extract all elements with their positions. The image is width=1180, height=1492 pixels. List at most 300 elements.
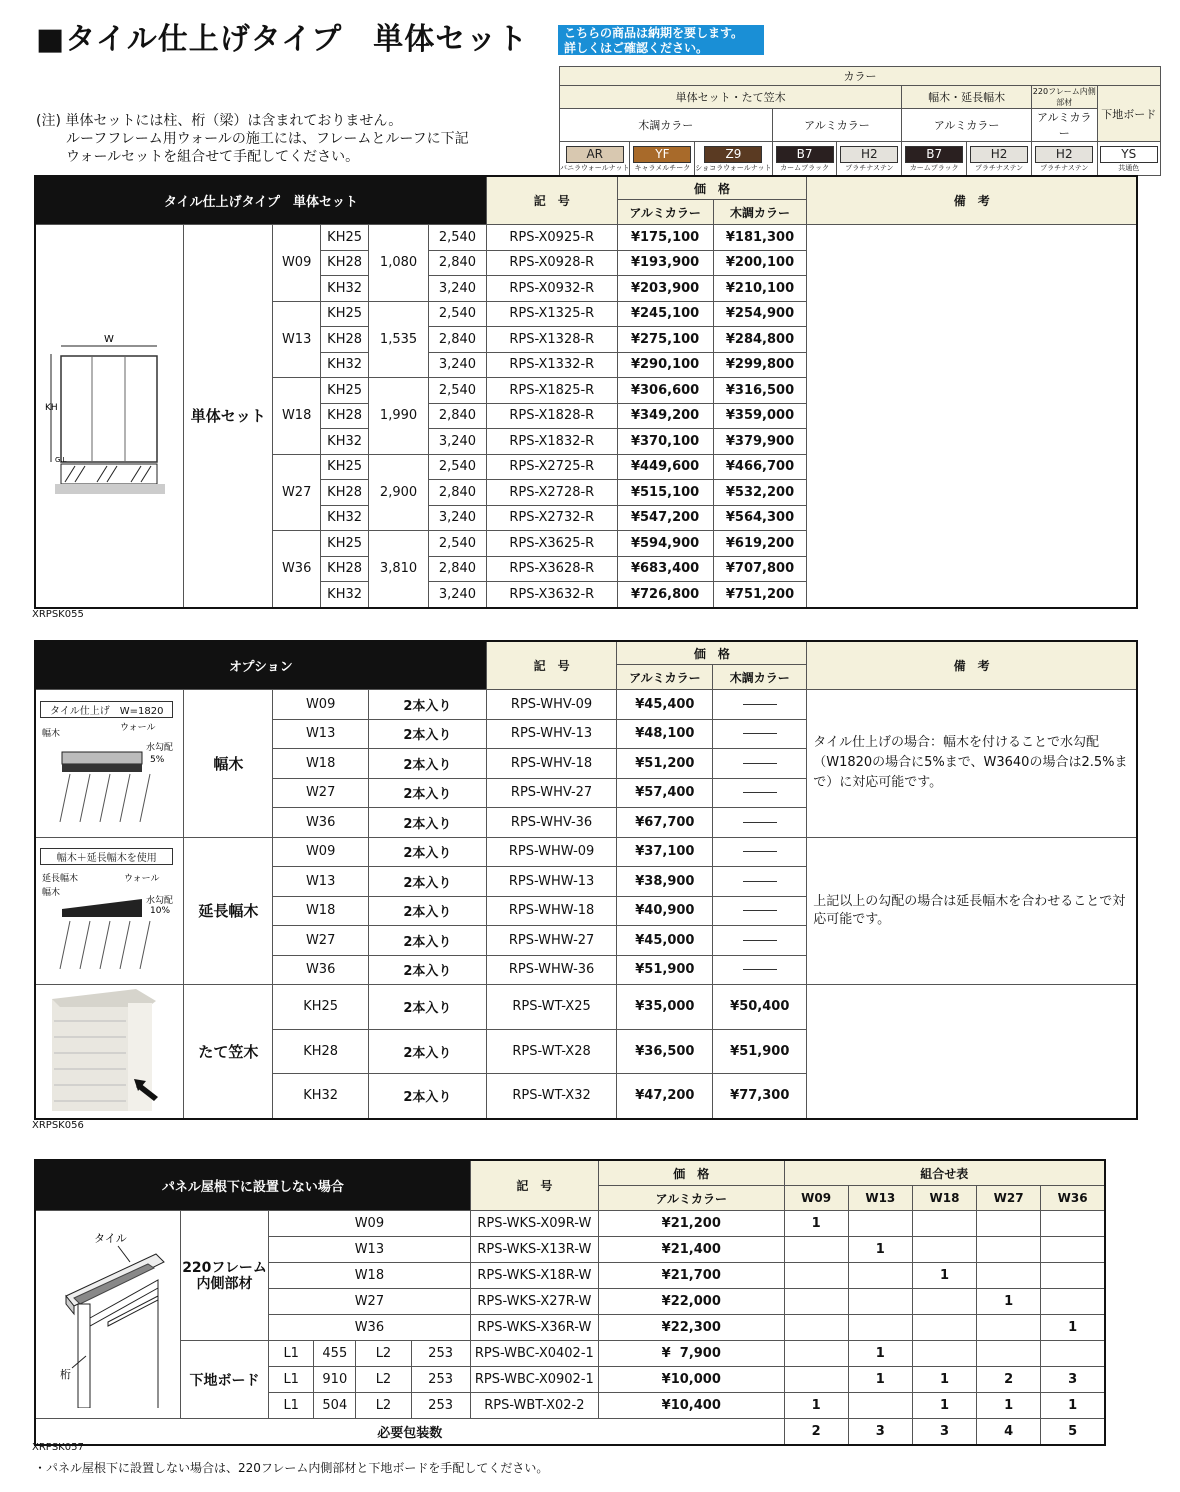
height-mm: 2,540	[429, 454, 487, 480]
width-code: W13	[269, 1237, 471, 1263]
code-header: 記 号	[486, 641, 617, 690]
package-qty: 2本入り	[369, 749, 487, 779]
wood-price: ¥51,900	[713, 1029, 807, 1074]
height-label: KH	[44, 402, 58, 413]
height-mm: 3,240	[429, 505, 487, 531]
color-swatch: H2	[840, 146, 898, 163]
total-count: 3	[848, 1419, 912, 1446]
slope-label: 水勾配	[145, 742, 173, 753]
habaki-remark: タイル仕上げの場合：幅木を付けることで水勾配（W1820の場合に5%まで、W3640の場合は2.5%まで）に対応可能です。	[807, 690, 1137, 838]
combination-count: 1	[848, 1237, 912, 1263]
combination-count	[848, 1289, 912, 1315]
wood-price: ¥77,300	[713, 1074, 807, 1119]
height-mm: 3,240	[429, 582, 487, 608]
width-code: W13	[273, 719, 369, 749]
alu-price: ¥515,100	[617, 480, 713, 506]
wood-price: ¥284,800	[713, 327, 807, 353]
combination-count	[912, 1237, 976, 1263]
color-swatch: H2	[1035, 146, 1093, 163]
height-code: KH25	[273, 985, 369, 1030]
slope-pct: 5%	[149, 754, 165, 765]
product-code: RPS-X1828-R	[486, 403, 617, 429]
price-header: 価 格	[617, 641, 807, 665]
table-row	[35, 225, 1137, 251]
color-swatch: B7	[776, 146, 834, 163]
height-code: KH28	[321, 403, 369, 429]
alu-price: ¥290,100	[617, 352, 713, 378]
combination-count	[912, 1315, 976, 1341]
height-mm: 2,840	[429, 480, 487, 506]
width-code: W18	[273, 749, 369, 779]
width-code: W27	[273, 778, 369, 808]
alu-price-header: アルミカラー	[599, 1186, 785, 1211]
dash	[743, 910, 777, 911]
color-table	[559, 66, 1161, 176]
set-diagram	[35, 225, 184, 608]
combination-count	[784, 1367, 848, 1393]
set-table-title: タイル仕上げタイプ 単体セット	[35, 176, 486, 225]
product-code: RPS-X2732-R	[486, 505, 617, 531]
kasagi-label: たて笠木	[184, 985, 273, 1119]
combination-count	[848, 1263, 912, 1289]
product-code: RPS-WHW-18	[486, 896, 617, 926]
ench-diagram	[35, 837, 184, 985]
ref-code: XRPSK055	[32, 609, 84, 620]
combination-count: 1	[848, 1341, 912, 1367]
wall-label: ウォール	[119, 722, 156, 733]
product-code: RPS-WHW-27	[486, 926, 617, 956]
height-code: KH28	[273, 1029, 369, 1074]
product-code: RPS-WKS-X18R-W	[470, 1263, 598, 1289]
cap-rail-illustration	[40, 985, 180, 1113]
dash	[743, 969, 777, 970]
wood-price: ¥210,100	[713, 276, 807, 302]
combination-count: 1	[977, 1393, 1041, 1419]
product-code: RPS-WBC-X0902-1	[470, 1367, 598, 1393]
habaki-label: 幅木	[184, 690, 273, 838]
remarks-cell	[807, 225, 1137, 608]
width-code: W18	[269, 1263, 471, 1289]
wood-price: ¥200,100	[713, 250, 807, 276]
product-code: RPS-WBC-X0402-1	[470, 1341, 598, 1367]
width-code: W18	[273, 896, 369, 926]
combination-count	[848, 1211, 912, 1237]
product-code: RPS-X2728-R	[486, 480, 617, 506]
combination-col-header: W18	[912, 1186, 976, 1211]
alu-price: ¥203,900	[617, 276, 713, 302]
dim-value: 253	[411, 1393, 470, 1419]
frame-label-line: 内側部材	[196, 1275, 253, 1292]
wood-price: ¥619,200	[713, 531, 807, 557]
code-header: 記 号	[470, 1160, 598, 1211]
diagram-box-label: 幅木＋延長幅木を使用	[40, 848, 173, 865]
dash	[743, 704, 777, 705]
height-mm: 2,540	[429, 531, 487, 557]
total-count: 4	[977, 1419, 1041, 1446]
wood-price: ¥299,800	[713, 352, 807, 378]
kasagi-remark	[807, 985, 1137, 1119]
alu-price: ¥21,200	[599, 1211, 785, 1237]
color-swatch-cell	[1097, 142, 1160, 176]
combination-count	[784, 1237, 848, 1263]
product-code: RPS-X1325-R	[486, 301, 617, 327]
total-count: 3	[912, 1419, 976, 1446]
height-code: KH25	[321, 301, 369, 327]
color-sub-alu: アルミカラー	[772, 109, 902, 142]
ench-label: 延長幅木	[41, 874, 78, 885]
height-mm: 3,240	[429, 352, 487, 378]
alu-price: ¥275,100	[617, 327, 713, 353]
dim-label: L2	[356, 1393, 411, 1419]
width-label: W	[103, 333, 114, 345]
alu-price: ¥449,600	[617, 454, 713, 480]
product-code: RPS-X1825-R	[486, 378, 617, 404]
wood-price-none	[713, 690, 807, 720]
wood-price: ¥466,700	[713, 454, 807, 480]
footnote: ・パネル屋根下に設置しない場合は、220フレーム内側部材と下地ボードを手配してください。	[34, 1461, 549, 1475]
frame-label	[180, 1211, 268, 1341]
combination-col-header: W09	[784, 1186, 848, 1211]
package-qty: 2本入り	[369, 985, 487, 1030]
color-swatch-cell	[560, 142, 630, 176]
color-name: 共通色	[1118, 164, 1140, 172]
product-code: RPS-X0932-R	[486, 276, 617, 302]
package-qty: 2本入り	[369, 1029, 487, 1074]
width-code: W09	[273, 690, 369, 720]
dim-label: L1	[269, 1393, 314, 1419]
price-header: 価 格	[617, 176, 807, 200]
package-qty: 2本入り	[369, 808, 487, 838]
wood-price-none	[713, 837, 807, 867]
height-code: KH25	[321, 225, 369, 251]
combination-count	[1041, 1237, 1105, 1263]
height-code: KH28	[321, 480, 369, 506]
height-code: KH25	[321, 378, 369, 404]
board-label: 下地ボード	[180, 1341, 268, 1419]
alu-price: ¥45,000	[617, 926, 713, 956]
product-code: RPS-WT-X32	[486, 1074, 617, 1119]
color-swatch-cell	[967, 142, 1032, 176]
alu-price: ¥22,000	[599, 1289, 785, 1315]
alu-price: ¥10,400	[599, 1393, 785, 1419]
wood-price-none	[713, 778, 807, 808]
alu-price: ¥ 7,900	[599, 1341, 785, 1367]
alu-price: ¥67,700	[617, 808, 713, 838]
color-swatch: Z9	[704, 146, 762, 163]
wood-price: ¥254,900	[713, 301, 807, 327]
wood-price: ¥181,300	[713, 225, 807, 251]
wood-price: ¥50,400	[713, 985, 807, 1030]
wood-price-header: 木調カラー	[713, 200, 807, 225]
note	[36, 112, 469, 166]
width-code: W36	[273, 531, 321, 608]
width-code: W36	[273, 808, 369, 838]
color-name: プラチナステン	[845, 164, 894, 172]
combination-count: 2	[977, 1367, 1041, 1393]
kasagi-diagram	[35, 985, 184, 1119]
set-label: 単体セット	[184, 225, 273, 608]
notice-line-1: こちらの商品は納期を要します。	[564, 26, 744, 40]
product-code: RPS-X0928-R	[486, 250, 617, 276]
frame-label-line: 220フレーム	[182, 1259, 267, 1276]
habaki-diagram	[35, 690, 184, 838]
width-mm: 1,535	[369, 301, 429, 378]
total-row	[35, 1419, 1105, 1446]
ref-code: XRPSK056	[32, 1120, 84, 1131]
color-header: カラー	[560, 67, 1161, 86]
extension-diagram	[40, 869, 180, 969]
alu-price: ¥22,300	[599, 1315, 785, 1341]
ref-code: XRPSK057	[32, 1442, 84, 1453]
beam-label: 桁	[59, 1367, 71, 1381]
combination-count: 1	[1041, 1315, 1105, 1341]
combination-col-header: W13	[848, 1186, 912, 1211]
width-code: W27	[273, 926, 369, 956]
product-code: RPS-WKS-X27R-W	[470, 1289, 598, 1315]
table-row	[35, 1341, 1105, 1367]
combination-count: 1	[1041, 1393, 1105, 1419]
height-code: KH28	[321, 327, 369, 353]
price-header: 価 格	[599, 1160, 785, 1186]
remarks-header: 備 考	[807, 641, 1137, 690]
combination-count: 1	[912, 1393, 976, 1419]
color-sub-alu: アルミカラー	[1031, 109, 1097, 142]
alu-price: ¥38,900	[617, 867, 713, 897]
ench-remark: 上記以上の勾配の場合は延長幅木を合わせることで対応可能です。	[807, 837, 1137, 985]
product-code: RPS-X3628-R	[486, 556, 617, 582]
height-mm: 3,240	[429, 276, 487, 302]
width-code: W13	[273, 867, 369, 897]
width-mm: 1,990	[369, 378, 429, 455]
table-row	[35, 837, 1137, 867]
table-row	[35, 1211, 1105, 1237]
code-header: 記 号	[486, 176, 617, 225]
combination-count	[912, 1211, 976, 1237]
color-swatch-cell	[902, 142, 967, 176]
note-line-1: (注) 単体セットには柱、桁（梁）は含まれておりません。	[36, 113, 403, 129]
combination-count	[784, 1289, 848, 1315]
combination-count	[1041, 1211, 1105, 1237]
product-code: RPS-WKS-X13R-W	[470, 1237, 598, 1263]
color-swatch-cell	[837, 142, 902, 176]
combination-count	[912, 1341, 976, 1367]
height-mm: 2,840	[429, 403, 487, 429]
width-code: W09	[273, 837, 369, 867]
package-qty: 2本入り	[369, 690, 487, 720]
height-code: KH32	[321, 582, 369, 608]
tile-label: タイル	[93, 1231, 127, 1245]
width-code: W27	[269, 1289, 471, 1315]
product-code: RPS-X1832-R	[486, 429, 617, 455]
height-code: KH25	[321, 454, 369, 480]
diagram-box-label: タイル仕上げ W=1820	[40, 701, 173, 718]
package-qty: 2本入り	[369, 867, 487, 897]
color-swatch-cell	[695, 142, 772, 176]
combination-count	[1041, 1289, 1105, 1315]
product-code: RPS-X2725-R	[486, 454, 617, 480]
combination-count	[784, 1263, 848, 1289]
total-count: 5	[1041, 1419, 1105, 1446]
alu-price: ¥726,800	[617, 582, 713, 608]
product-code: RPS-WHV-27	[486, 778, 617, 808]
notice-line-2: 詳しくはご確認ください。	[564, 41, 709, 55]
slope-pct: 10%	[149, 906, 170, 917]
wood-price-none	[713, 749, 807, 779]
color-swatch: YS	[1100, 146, 1158, 163]
product-code: RPS-WHV-13	[486, 719, 617, 749]
dim-value: 253	[411, 1341, 470, 1367]
color-swatch-cell	[630, 142, 695, 176]
alu-price: ¥40,900	[617, 896, 713, 926]
alu-price: ¥51,900	[617, 955, 713, 985]
product-code: RPS-X1328-R	[486, 327, 617, 353]
combination-count	[977, 1263, 1041, 1289]
width-code: W36	[269, 1315, 471, 1341]
color-group-board: 下地ボード	[1097, 86, 1160, 142]
alu-price: ¥47,200	[617, 1074, 713, 1119]
total-count: 2	[784, 1419, 848, 1446]
combination-col-header: W27	[977, 1186, 1041, 1211]
product-code: RPS-WHW-13	[486, 867, 617, 897]
wood-price-header: 木調カラー	[713, 665, 807, 690]
color-name: カームブラック	[909, 164, 959, 172]
alu-price: ¥683,400	[617, 556, 713, 582]
slope-label: 水勾配	[145, 896, 173, 907]
wood-price: ¥707,800	[713, 556, 807, 582]
ench-label: 延長幅木	[184, 837, 273, 985]
combination-count	[848, 1393, 912, 1419]
package-qty: 2本入り	[369, 896, 487, 926]
color-sub-alu: アルミカラー	[902, 109, 1032, 142]
alu-price: ¥349,200	[617, 403, 713, 429]
wood-price: ¥532,200	[713, 480, 807, 506]
width-code: W13	[273, 301, 321, 378]
combination-count: 1	[848, 1367, 912, 1393]
page-title: ■タイル仕上げタイプ 単体セット	[36, 22, 529, 57]
dim-value: 504	[314, 1393, 356, 1419]
alu-price: ¥245,100	[617, 301, 713, 327]
package-qty: 2本入り	[369, 778, 487, 808]
width-code: W18	[273, 378, 321, 455]
wood-price-none	[713, 896, 807, 926]
alu-price: ¥10,000	[599, 1367, 785, 1393]
height-mm: 2,840	[429, 556, 487, 582]
combination-count	[1041, 1341, 1105, 1367]
color-swatch-cell	[1031, 142, 1097, 176]
combination-count	[977, 1315, 1041, 1341]
combination-count	[784, 1315, 848, 1341]
combination-count	[848, 1315, 912, 1341]
width-mm: 2,900	[369, 454, 429, 531]
package-qty: 2本入り	[369, 955, 487, 985]
package-qty: 2本入り	[369, 719, 487, 749]
color-group-frame: 220フレーム内側部材	[1032, 87, 1096, 107]
combination-count: 1	[912, 1263, 976, 1289]
frame-illustration	[38, 1218, 178, 1408]
color-group-habaki: 幅木・延長幅木	[902, 86, 1032, 109]
alu-price: ¥37,100	[617, 837, 713, 867]
height-code: KH32	[273, 1074, 369, 1119]
baseboard-diagram	[40, 722, 180, 822]
wood-price: ¥359,000	[713, 403, 807, 429]
frame-diagram	[35, 1211, 180, 1419]
combination-count	[784, 1341, 848, 1367]
height-mm: 2,840	[429, 250, 487, 276]
width-code: W36	[273, 955, 369, 985]
note-line-3: ウォールセットを組合せて手配してください。	[66, 149, 360, 165]
wall-label: ウォール	[123, 874, 160, 885]
combination-count	[977, 1237, 1041, 1263]
dim-label: L2	[356, 1341, 411, 1367]
width-code: W09	[273, 225, 321, 302]
wood-price-none	[713, 719, 807, 749]
package-qty: 2本入り	[369, 926, 487, 956]
combination-count: 1	[977, 1289, 1041, 1315]
alu-price: ¥48,100	[617, 719, 713, 749]
wood-price: ¥316,500	[713, 378, 807, 404]
alu-price: ¥547,200	[617, 505, 713, 531]
frame-price-table	[34, 1159, 1106, 1446]
set-price-table	[34, 175, 1138, 609]
alu-price: ¥45,400	[617, 690, 713, 720]
table-row	[35, 690, 1137, 720]
wood-price-none	[713, 955, 807, 985]
alu-price: ¥175,100	[617, 225, 713, 251]
product-code: RPS-X3625-R	[486, 531, 617, 557]
dash	[743, 733, 777, 734]
color-sub-wood: 木調カラー	[560, 109, 773, 142]
wood-price: ¥379,900	[713, 429, 807, 455]
dim-value: 910	[314, 1367, 356, 1393]
option-table-title: オプション	[35, 641, 486, 690]
color-swatch: YF	[633, 146, 691, 163]
height-code: KH32	[321, 505, 369, 531]
wood-price: ¥751,200	[713, 582, 807, 608]
habaki-label: 幅木	[41, 888, 60, 899]
wood-price-none	[713, 808, 807, 838]
height-mm: 2,540	[429, 378, 487, 404]
dash	[743, 822, 777, 823]
color-swatch: H2	[970, 146, 1028, 163]
combination-count: 1	[912, 1367, 976, 1393]
color-swatch: B7	[905, 146, 963, 163]
combination-count	[912, 1289, 976, 1315]
width-mm: 1,080	[369, 225, 429, 302]
frame-table-title: パネル屋根下に設置しない場合	[35, 1160, 470, 1211]
combination-count	[977, 1341, 1041, 1367]
product-code: RPS-X0925-R	[486, 225, 617, 251]
total-label: 必要包装数	[35, 1419, 784, 1446]
combination-header: 組合せ表	[784, 1160, 1105, 1186]
color-name: バニラウォールナット	[560, 164, 630, 172]
dim-label: L1	[269, 1341, 314, 1367]
gl-label: G.L	[54, 455, 67, 464]
alu-price: ¥36,500	[617, 1029, 713, 1074]
width-mm: 3,810	[369, 531, 429, 608]
lead-time-notice	[558, 25, 764, 55]
dim-value: 455	[314, 1341, 356, 1367]
dash	[743, 940, 777, 941]
height-code: KH28	[321, 250, 369, 276]
color-swatch-cell	[772, 142, 837, 176]
product-code: RPS-WHW-09	[486, 837, 617, 867]
color-name: プラチナステン	[1040, 164, 1089, 172]
product-code: RPS-WHW-36	[486, 955, 617, 985]
width-code: W09	[269, 1211, 471, 1237]
height-mm: 2,840	[429, 327, 487, 353]
dim-label: L1	[269, 1367, 314, 1393]
note-line-2: ルーフフレーム用ウォールの施工には、フレームとルーフに下記	[66, 131, 469, 147]
